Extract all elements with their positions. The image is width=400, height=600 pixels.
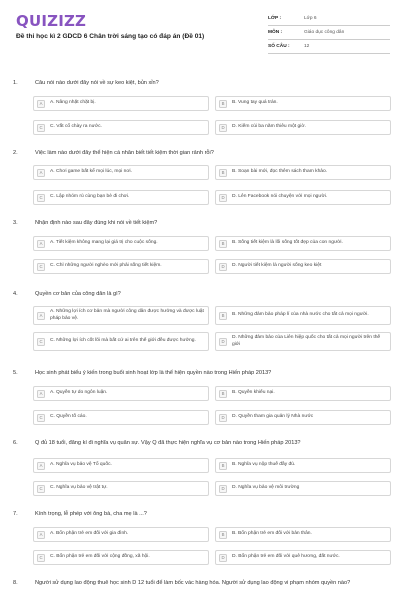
option-letter: D <box>219 554 227 562</box>
question-text: Việc làm nào dưới đây thể hiện cá nhân biết tiết kiệm thời gian rảnh rỗi? <box>35 150 214 156</box>
option-c[interactable] <box>33 190 209 205</box>
option-letter: C <box>37 124 45 132</box>
option-text: D. Lên Facebook nói chuyện với mọi người. <box>232 194 328 200</box>
option-text: D. Người tiết kiệm là người sống keo kiệt <box>232 263 322 269</box>
option-letter: A <box>37 531 45 539</box>
option-b[interactable] <box>215 165 391 180</box>
option-d[interactable] <box>215 481 391 496</box>
option-letter: B <box>219 531 227 539</box>
meta-row-question-count <box>268 40 390 54</box>
option-b[interactable] <box>215 386 391 401</box>
option-letter: D <box>219 263 227 271</box>
option-text: A. Tiết kiệm không mang lại giá trị cho cuộc sống. <box>50 240 158 246</box>
option-letter: C <box>37 485 45 493</box>
meta-value: Lớp 6 <box>304 16 317 21</box>
option-c[interactable] <box>33 481 209 496</box>
option-text: B. Bổn phận trẻ em đối với bản thân. <box>232 531 312 537</box>
option-b[interactable] <box>215 527 391 542</box>
meta-row-grade <box>268 12 390 26</box>
option-text: D. Nghĩa vụ bảo vệ môi trường <box>232 485 300 491</box>
option-d[interactable] <box>215 550 391 565</box>
option-c[interactable] <box>33 410 209 425</box>
option-letter: B <box>219 390 227 398</box>
question-number: 4. <box>13 291 18 297</box>
option-text: A. Bổn phận trẻ em đối với gia đình. <box>50 531 129 537</box>
question-text: Kính trọng, lễ phép với ông bà, cha mẹ là ...? <box>35 511 147 517</box>
option-a[interactable] <box>33 165 209 180</box>
option-a[interactable] <box>33 236 209 251</box>
option-text: D. Quyền tham gia quản lý Nhà nước <box>232 414 314 420</box>
option-text: C. Những lợi ích cốt lõi mà bất cứ ai trên thế giới đều được hưởng. <box>50 338 196 344</box>
question-number: 7. <box>13 511 18 517</box>
option-text: C. Bổn phận trẻ em đối với cộng đồng, xã hội. <box>50 554 150 560</box>
question-text: Câu nói nào dưới đây nói về sự keo kiệt, bủn xỉn? <box>35 80 159 86</box>
meta-key: SỐ CÂU : <box>268 44 290 49</box>
option-text: B. Những đảm bảo pháp lí của nhà nước cho tất cả mọi người. <box>232 312 369 318</box>
question-number: 3. <box>13 220 18 226</box>
option-letter: A <box>37 312 45 320</box>
option-text: C. Quyền tố cáo. <box>50 414 87 420</box>
option-d[interactable] <box>215 259 391 274</box>
question-text: Người sử dụng lao động thuê học sinh D 12 tuổi để làm bốc vác hàng hóa. Người sử dụng lao động vi phạm nhóm quyền nào? <box>35 580 351 586</box>
option-letter: C <box>37 194 45 202</box>
option-text: A. Chơi game bất kể mọi lúc, mọi nơi. <box>50 169 132 175</box>
question-number: 1. <box>13 80 18 86</box>
option-letter: D <box>219 485 227 493</box>
meta-value: 12 <box>304 44 310 49</box>
question-number: 8. <box>13 580 18 586</box>
option-text: C. Vắt cổ chày ra nước. <box>50 124 102 130</box>
option-letter: A <box>37 169 45 177</box>
option-letter: D <box>219 414 227 422</box>
option-c[interactable] <box>33 550 209 565</box>
option-text: B. Quyền khiếu nại. <box>232 390 275 396</box>
option-d[interactable] <box>215 410 391 425</box>
option-text: B. Soạn bài mới, đọc thêm sách tham khảo. <box>232 169 328 175</box>
quizizz-logo: QUIZIZZ <box>16 12 87 30</box>
option-a[interactable] <box>33 306 209 325</box>
option-text: D. Bổn phận trẻ em đối với quê hương, đất nước. <box>232 554 340 560</box>
meta-key: MÔN : <box>268 30 283 35</box>
question-text: Nhận định nào sau đây đúng khi nói về tiết kiệm? <box>35 220 158 226</box>
option-c[interactable] <box>33 120 209 135</box>
option-text: C. Chỉ những người nghèo mới phải sống tiết kiệm. <box>50 263 162 269</box>
option-text: D. Những đảm bảo của Liên hiệp quốc cho tất cả mọi người trên thế giới <box>232 335 381 347</box>
option-text: D. Kiếm củi ba năm thiêu một giờ. <box>232 124 306 130</box>
option-letter: A <box>37 462 45 470</box>
option-letter: A <box>37 240 45 248</box>
option-text: C. Nghĩa vụ bảo vệ trật tự. <box>50 485 108 491</box>
option-a[interactable] <box>33 386 209 401</box>
option-text: A. Nghĩa vụ bảo vệ Tổ quốc. <box>50 462 112 468</box>
meta-key: LỚP : <box>268 16 282 21</box>
question-text: Học sinh phát biểu ý kiến trong buổi sinh hoạt lớp là thể hiện quyền nào trong Hiến pháp 2013? <box>35 370 272 376</box>
option-letter: B <box>219 100 227 108</box>
option-a[interactable] <box>33 527 209 542</box>
option-c[interactable] <box>33 259 209 274</box>
option-a[interactable] <box>33 458 209 473</box>
option-letter: C <box>37 554 45 562</box>
option-letter: C <box>37 338 45 346</box>
option-text: A. Quyền tự do ngôn luận. <box>50 390 108 396</box>
option-letter: A <box>37 390 45 398</box>
option-a[interactable] <box>33 96 209 111</box>
meta-value: Giáo dục công dân <box>304 30 345 35</box>
option-letter: D <box>219 124 227 132</box>
option-letter: A <box>37 100 45 108</box>
option-letter: B <box>219 240 227 248</box>
option-text: A. Những lợi ích cơ bản mà người công dân được hưởng và được luật pháp bảo vệ. <box>50 309 204 321</box>
option-letter: D <box>219 338 227 346</box>
option-d[interactable] <box>215 120 391 135</box>
worksheet-meta <box>268 12 390 54</box>
option-b[interactable] <box>215 236 391 251</box>
option-letter: B <box>219 312 227 320</box>
option-letter: B <box>219 462 227 470</box>
option-c[interactable] <box>33 332 209 351</box>
option-text: A. Nâng nhặt chặt bị. <box>50 100 96 106</box>
option-d[interactable] <box>215 332 391 351</box>
question-text: Quyền cơ bản của công dân là gì? <box>35 291 121 297</box>
meta-row-subject <box>268 26 390 40</box>
option-b[interactable] <box>215 458 391 473</box>
option-b[interactable] <box>215 306 391 325</box>
option-d[interactable] <box>215 190 391 205</box>
question-number: 2. <box>13 150 18 156</box>
option-letter: C <box>37 414 45 422</box>
option-letter: D <box>219 194 227 202</box>
worksheet-header <box>0 0 400 66</box>
question-number: 5. <box>13 370 18 376</box>
question-text: Q đủ 18 tuổi, đăng kí đi nghĩa vụ quân sự. Vậy Q đã thực hiện nghĩa vụ cơ bản nào trong Hiến pháp 2013? <box>35 440 301 446</box>
option-b[interactable] <box>215 96 391 111</box>
option-text: C. Lập nhóm rủ cùng bạn bè đi chơi. <box>50 194 130 200</box>
option-text: B. Nghĩa vụ nộp thuế đầy đủ. <box>232 462 296 468</box>
question-number: 6. <box>13 440 18 446</box>
worksheet-title: Đề thi học kì 2 GDCD 6 Chân trời sáng tạo có đáp án (Đề 01) <box>16 33 205 40</box>
option-text: B. Vung tay quá trán. <box>232 100 278 106</box>
option-letter: C <box>37 263 45 271</box>
option-text: B. Sống tiết kiệm là lối sống tốt đẹp của con người. <box>232 240 343 246</box>
option-letter: B <box>219 169 227 177</box>
